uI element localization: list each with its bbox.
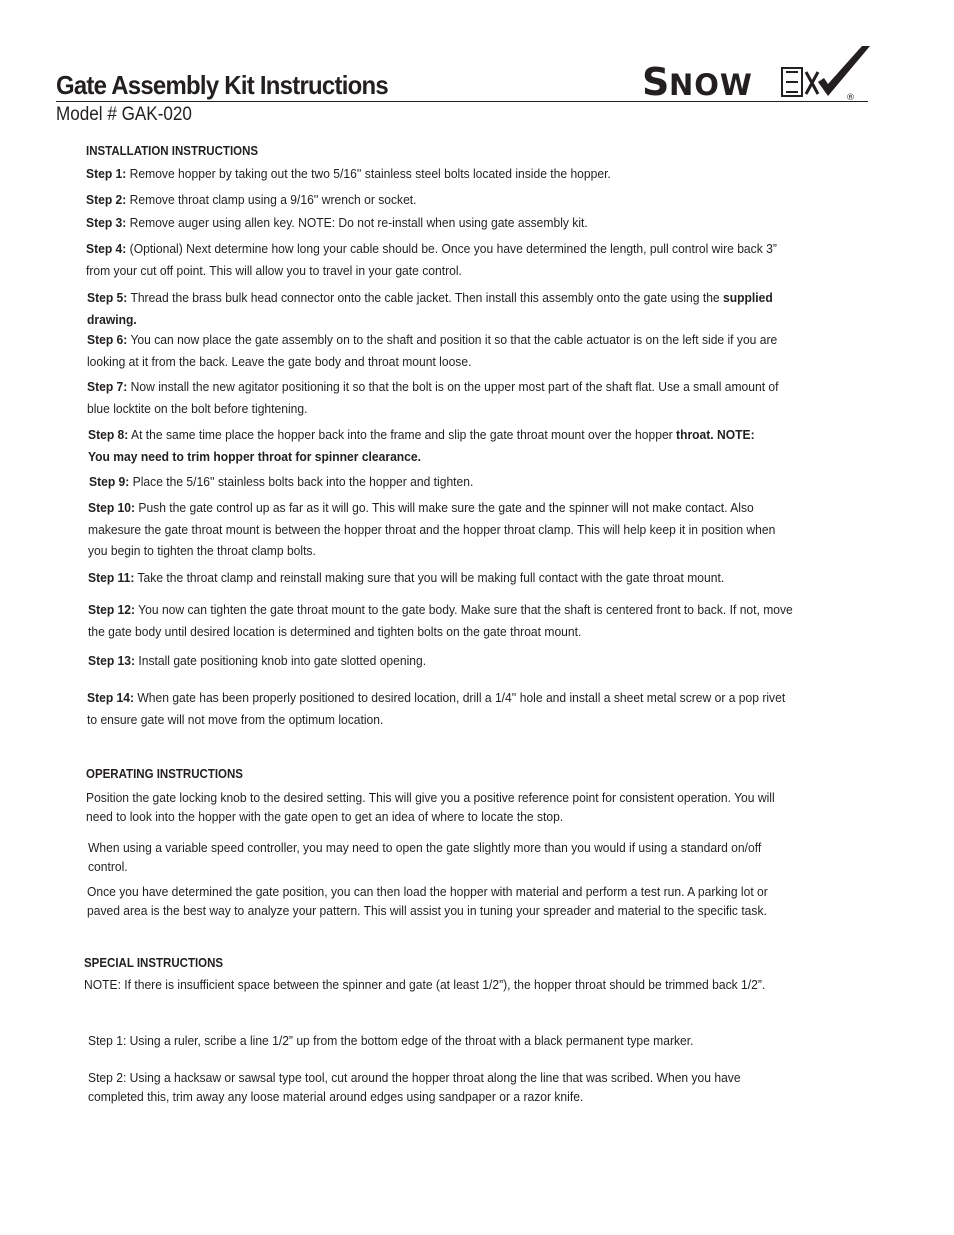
- step-label: Step 8:: [88, 427, 129, 442]
- step-text: Remove hopper by taking out the two 5/16'' stainless steel bolts located inside the hopper.: [126, 166, 611, 181]
- step-9: [89, 471, 796, 493]
- step-1: [86, 163, 793, 185]
- step-text: Place the 5/16'' stainless bolts back into the hopper and tighten.: [129, 474, 474, 489]
- step-11: [88, 567, 795, 589]
- special-step-2: Step 2: Using a hacksaw or sawsal type tool, cut around the hopper throat along the line that was scribed. When you have completed this, trim away any loose material around edges using sandpaper or a razor knife.: [88, 1070, 741, 1104]
- step-label: Step 4:: [86, 241, 127, 256]
- step-text: When gate has been properly positioned to desired location, drill a 1/4'' hole and install a sheet metal screw or a pop rivet to ensure gate will not move from the optimum location.: [87, 690, 786, 727]
- step-label: Step 9:: [89, 474, 130, 489]
- step-14: [87, 687, 798, 730]
- step-label: Step 12:: [88, 602, 136, 617]
- step-text: Remove auger using allen key. NOTE: Do not re-install when using gate assembly kit.: [126, 215, 588, 230]
- step-bold-tail: supplied drawing.: [87, 290, 773, 327]
- step-label: Step 3:: [86, 215, 127, 230]
- svg-text:®: ®: [846, 93, 855, 100]
- step-10: [88, 497, 795, 562]
- snowex-logo: [640, 44, 872, 100]
- step-text: Remove throat clamp using a 9/16'' wrench or socket.: [126, 192, 417, 207]
- step-6: [87, 329, 794, 372]
- step-label: Step 5:: [87, 290, 128, 305]
- operating-paragraph-2: When using a variable speed controller, you may need to open the gate slightly more than you would if using a standard on/off control.: [88, 840, 762, 874]
- operating-paragraph-3: Once you have determined the gate position, you can then load the hopper with material and perform a test run. A parking lot or paved area is the best way to analyze your pattern. This will assist you in tuning your spreader and material to the specific task.: [87, 884, 768, 918]
- title-rule: [56, 101, 868, 102]
- model-number: Model # GAK-020: [56, 104, 192, 125]
- step-5: [87, 287, 794, 330]
- step-label: Step 1:: [86, 166, 127, 181]
- step-text: You now can tighten the gate throat mount to the gate body. Make sure that the shaft is centered front to back. If not, move the gate body until desired location is determined and tighten bolts on the gate throat mount.: [88, 602, 793, 639]
- step-2: [86, 189, 793, 211]
- step-3: [86, 212, 793, 234]
- svg-text:S: S: [642, 60, 670, 100]
- step-4: [86, 238, 793, 281]
- step-text: Thread the brass bulk head connector onto the cable jacket. Then install this assembly onto the gate using the: [127, 290, 724, 305]
- step-text: You can now place the gate assembly on to the shaft and position it so that the cable actuator is on the left side if you are looking at it from the back. Leave the gate body and throat mount loose.: [87, 332, 778, 369]
- operating-heading: OPERATING INSTRUCTIONS: [86, 767, 243, 781]
- special-step-1: Step 1: Using a ruler, scribe a line 1/2” up from the bottom edge of the throat with a black permanent type marker.: [88, 1033, 694, 1048]
- installation-heading: INSTALLATION INSTRUCTIONS: [86, 144, 259, 158]
- step-label: Step 10:: [88, 500, 136, 515]
- step-8: [88, 424, 758, 467]
- step-text: At the same time place the hopper back into the frame and slip the gate throat mount over the hopper: [128, 427, 677, 442]
- step-label: Step 13:: [88, 653, 136, 668]
- step-text: Take the throat clamp and reinstall making sure that you will be making full contact with the gate throat mount.: [134, 570, 725, 585]
- step-13: [88, 650, 795, 672]
- step-12: [88, 599, 799, 642]
- step-7: [87, 376, 794, 419]
- step-text: (Optional) Next determine how long your cable should be. Once you have determined the length, pull control wire back 3” from your cut off point. This will allow you to travel in your gate control.: [86, 241, 777, 278]
- step-bold-tail: throat. NOTE: You may need to trim hopper throat for spinner clearance.: [88, 427, 755, 464]
- special-note: NOTE: If there is insufficient space between the spinner and gate (at least 1/2”), the hopper throat should be trimmed back 1/2”.: [84, 977, 766, 992]
- page-title: Gate Assembly Kit Instructions: [56, 70, 388, 100]
- step-text: Push the gate control up as far as it will go. This will make sure the gate and the spinner will not make contact. Also makesure the gate throat mount is between the hopper throat and the hopper throat clamp. This will help keep it in position when you begin to tighten the throat clamp bolts.: [88, 500, 776, 558]
- step-label: Step 11:: [88, 570, 135, 585]
- step-label: Step 14:: [87, 690, 135, 705]
- special-heading: SPECIAL INSTRUCTIONS: [84, 956, 224, 970]
- operating-paragraph-1: Position the gate locking knob to the desired setting. This will give you a positive reference point for consistent operation. You will need to look into the hopper with the gate open to get an idea of where to locate the stop.: [86, 790, 775, 824]
- step-label: Step 7:: [87, 379, 128, 394]
- svg-text:NOW: NOW: [669, 68, 753, 100]
- step-text: Now install the new agitator positioning it so that the bolt is on the upper most part of the shaft flat. Use a small amount of blue locktite on the bolt before tightening.: [87, 379, 779, 416]
- step-text: Install gate positioning knob into gate slotted opening.: [135, 653, 427, 668]
- step-label: Step 6:: [87, 332, 128, 347]
- step-label: Step 2:: [86, 192, 127, 207]
